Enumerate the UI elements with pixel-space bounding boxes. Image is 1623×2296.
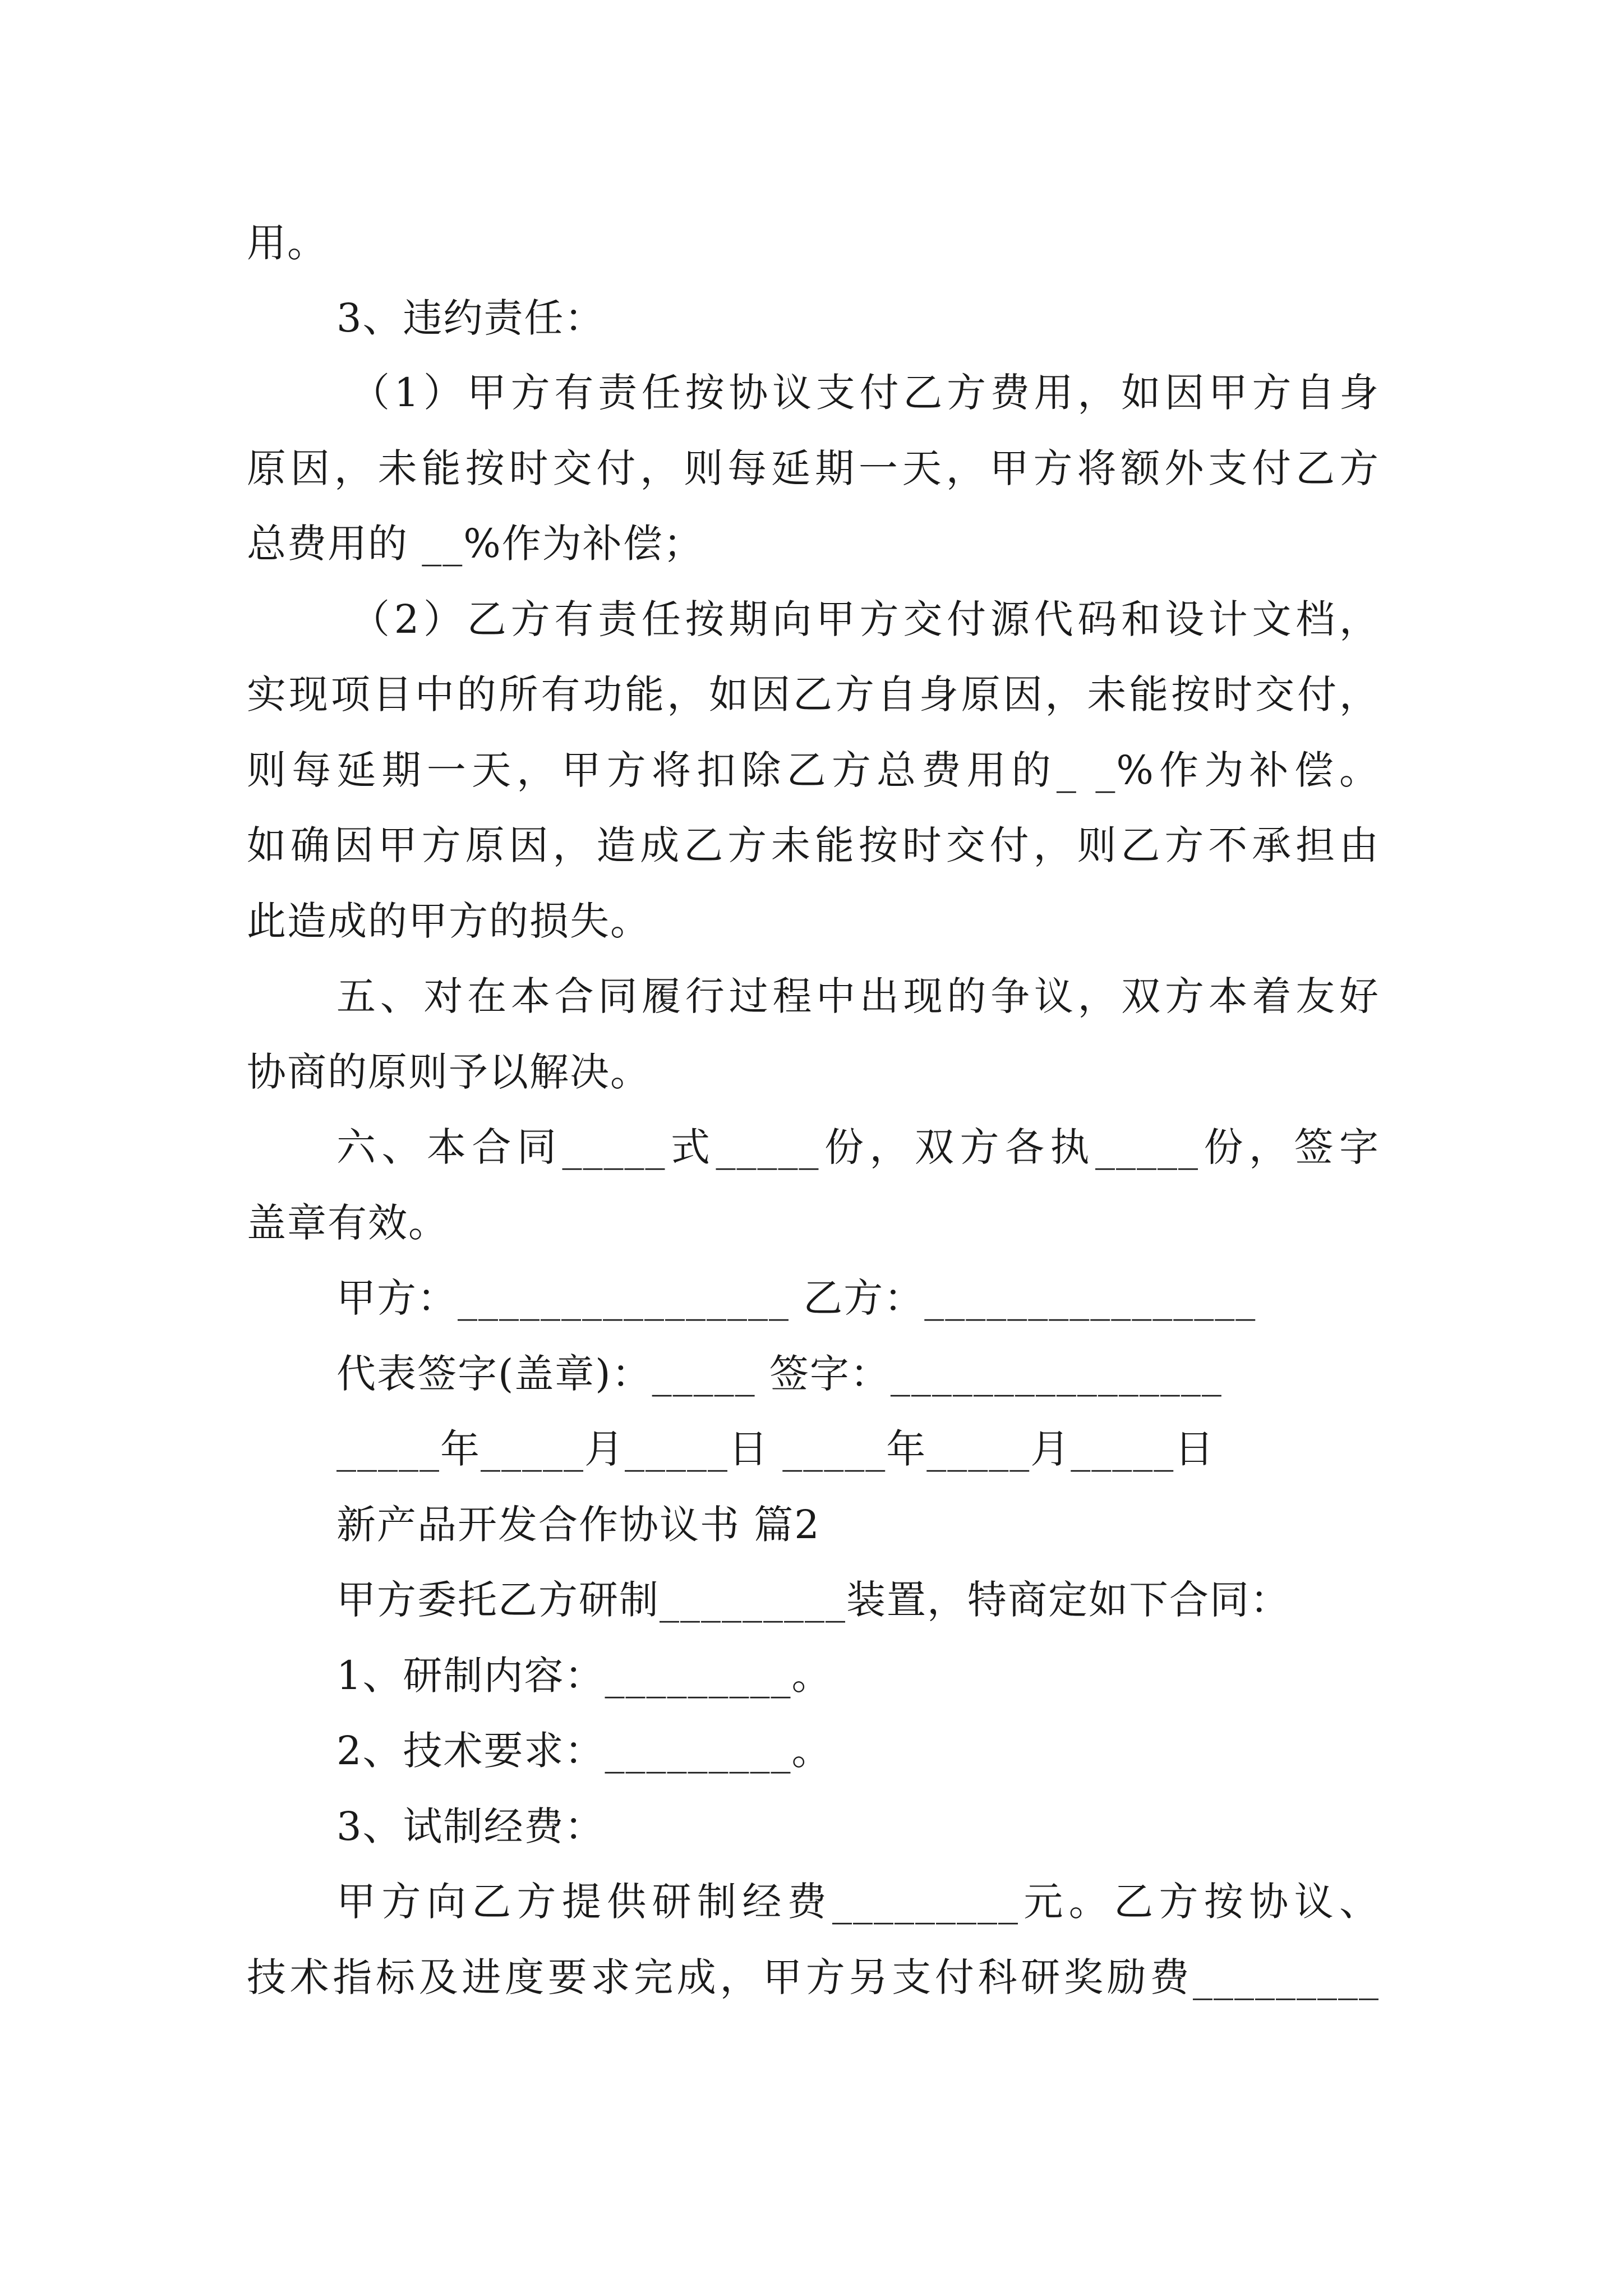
signature-party-line: 甲方：________________ 乙方：________________ [336,1275,1257,1321]
signature-sign-line: 代表签字(盖章)：_____ 签字：________________ [336,1351,1223,1397]
text-line: 原因，未能按时交付，则每延期一天，甲方将额外支付乙方 [247,445,1380,491]
text-line: 总费用的 __%作为补偿； [247,521,704,567]
clause-heading: 1、研制内容：_________。 [336,1653,832,1699]
text-line: 盖章有效。 [247,1200,449,1246]
text-line: 协商的原则予以解决。 [247,1049,651,1095]
text-line: 用。 [247,220,328,266]
signature-date-line: _____年_____月_____日 _____年_____月_____日 [336,1426,1215,1472]
text-line: （1）甲方有责任按协议支付乙方费用，如因甲方自身 [351,370,1380,416]
section-title: 新产品开发合作协议书 篇2 [336,1502,820,1548]
text-line: 甲方委托乙方研制_________装置，特商定如下合同： [336,1577,1290,1623]
text-line: 此造成的甲方的损失。 [247,898,651,944]
clause-heading: 3、违约责任： [336,295,605,341]
text-line: 如确因甲方原因，造成乙方未能按时交付，则乙方不承担由 [247,822,1380,868]
text-line: 则每延期一天，甲方将扣除乙方总费用的_ _%作为补偿。 [247,747,1380,793]
text-line: 技术指标及进度要求完成，甲方另支付科研奖励费_________ [247,1954,1380,2000]
text-line: 实现项目中的所有功能，如因乙方自身原因，未能按时交付， [247,671,1380,717]
text-line: 甲方向乙方提供研制经费_________元。乙方按协议、 [336,1879,1380,1925]
clause-heading: 2、技术要求：_________。 [336,1728,832,1774]
text-line: （2）乙方有责任按期向甲方交付源代码和设计文档， [351,596,1380,642]
clause-heading: 六、本合同_____式_____份，双方各执_____份，签字 [336,1124,1380,1170]
clause-heading: 3、试制经费： [336,1803,605,1849]
clause-heading: 五、对在本合同履行过程中出现的争议，双方本着友好 [336,973,1380,1019]
